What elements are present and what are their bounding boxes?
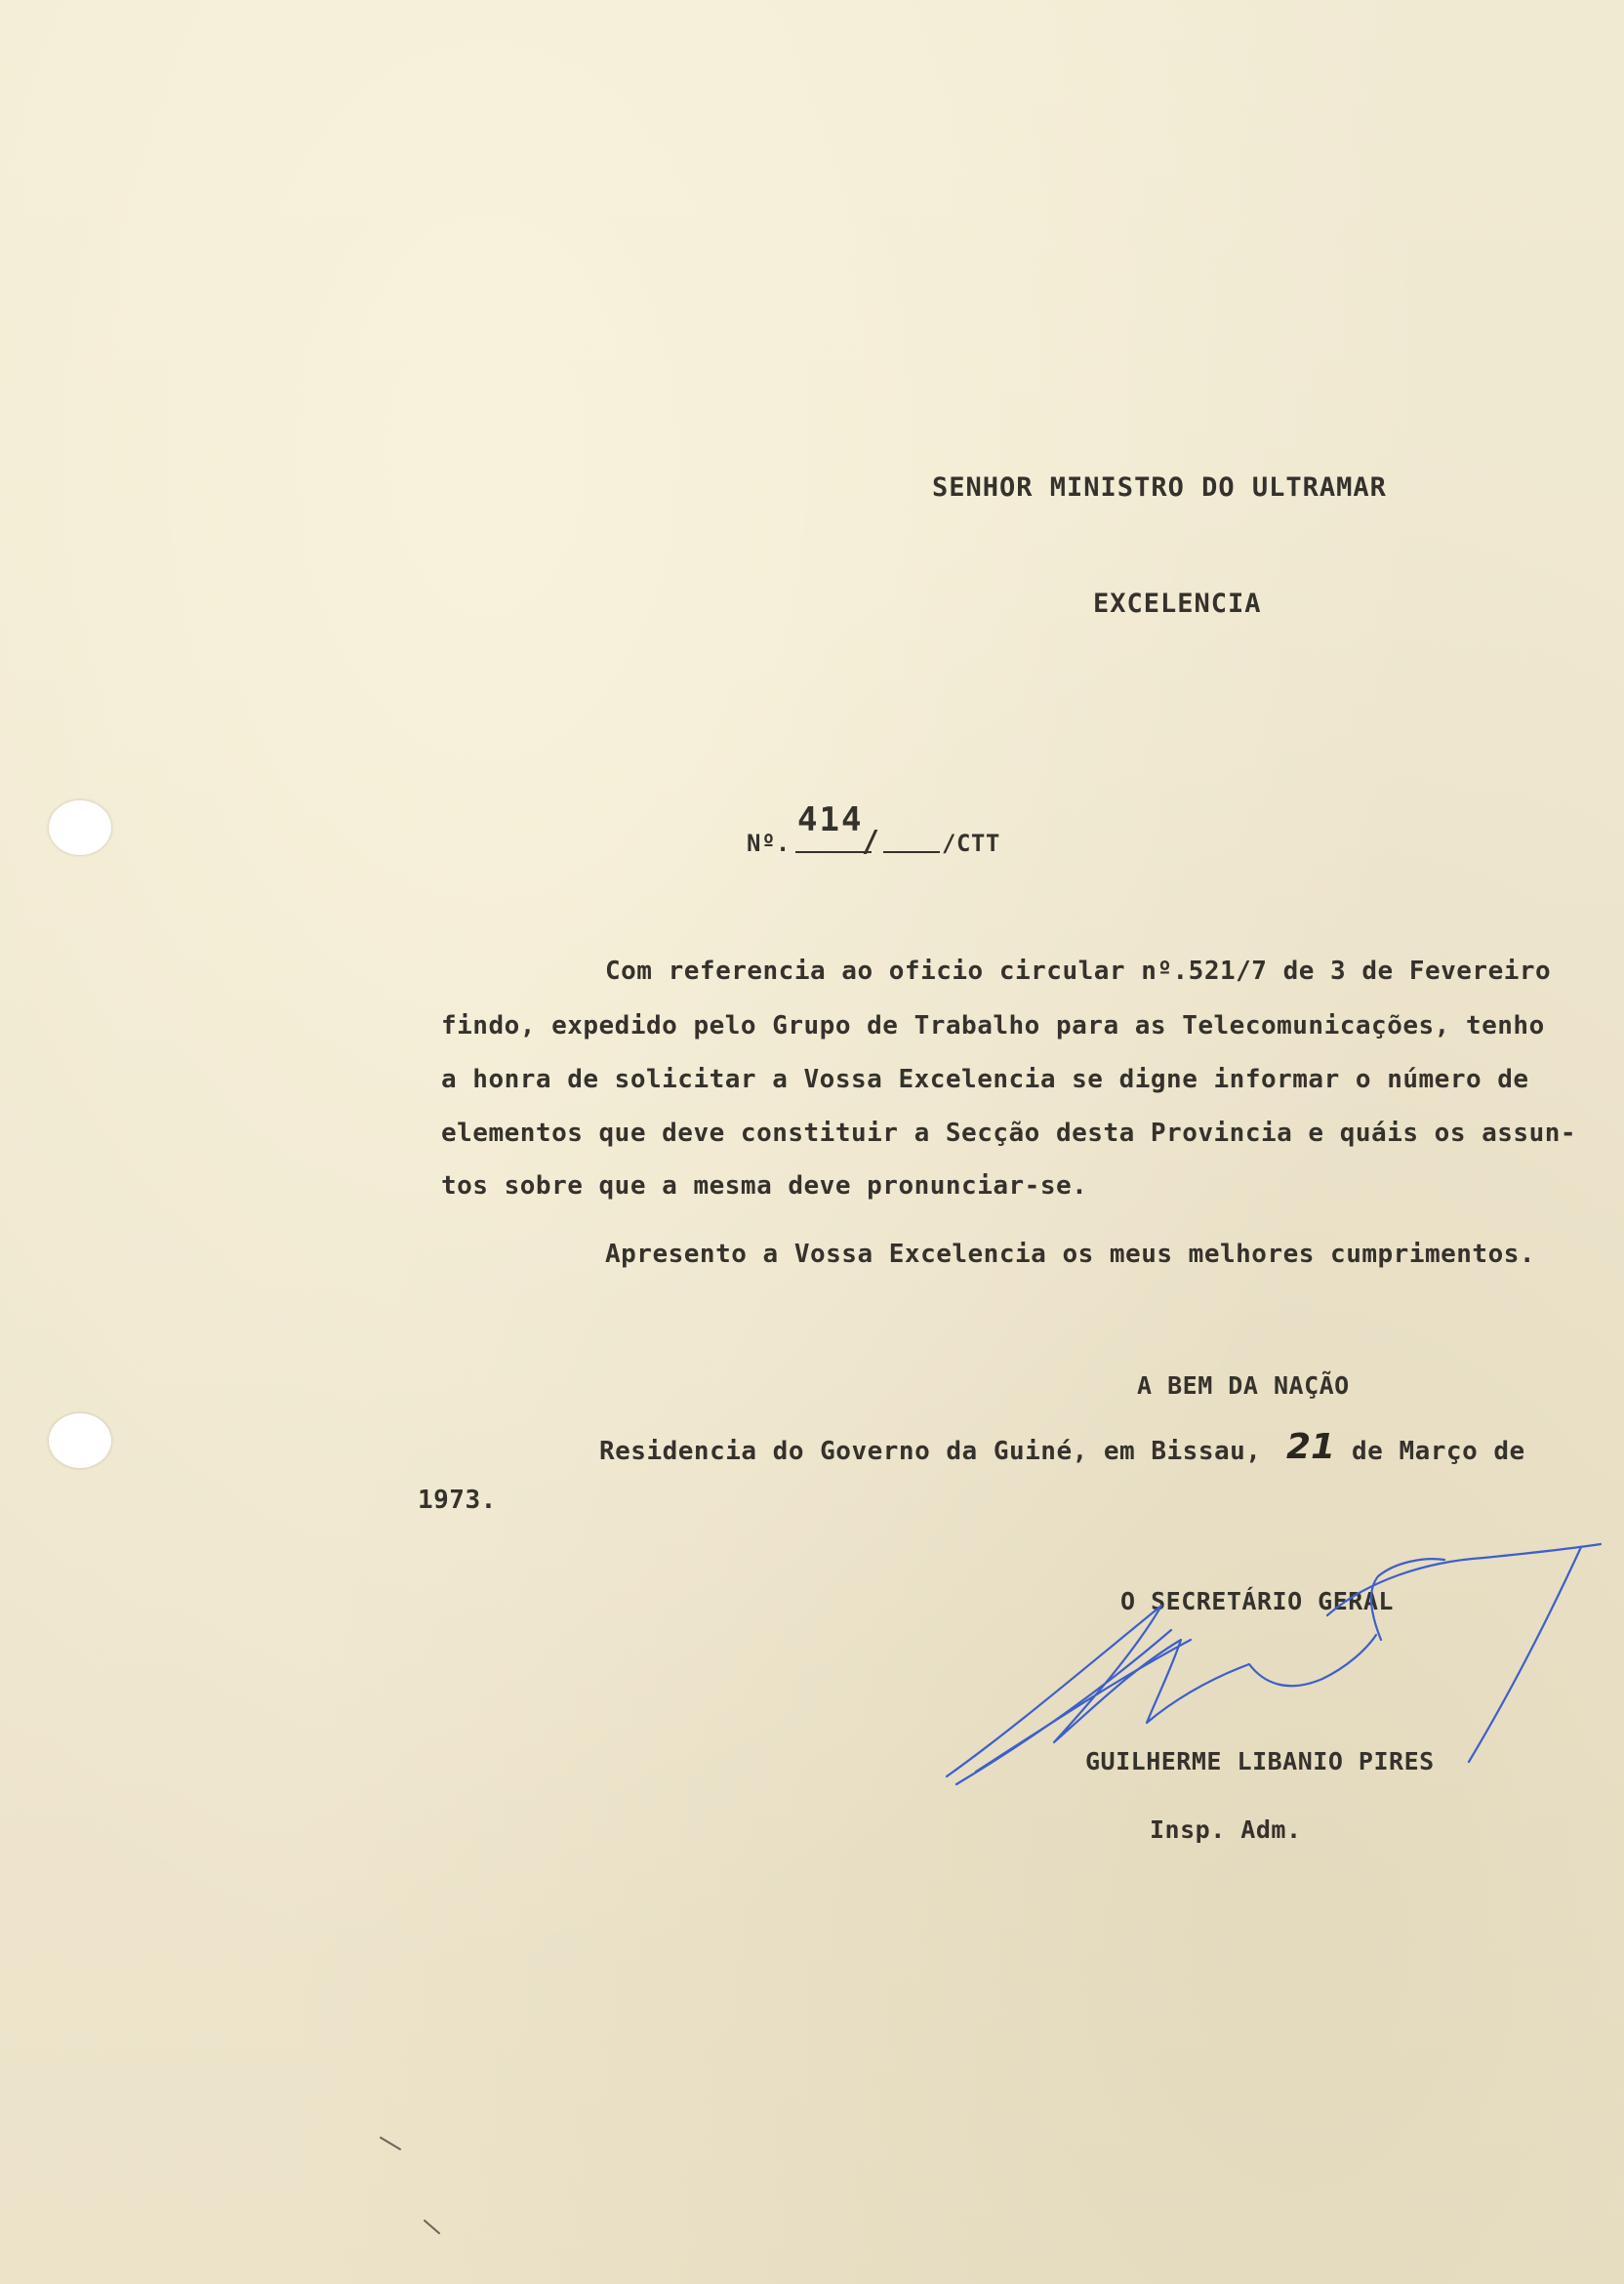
reference-slash: / (862, 825, 880, 859)
body-line: tos sobre que a mesma deve pronunciar-se. (441, 1171, 1088, 1201)
signatory-rank: Insp. Adm. (1150, 1815, 1302, 1844)
punch-hole-bottom (49, 1413, 111, 1468)
reference-underline (883, 851, 940, 853)
body-line: elementos que deve constituir a Secção desta Provincia e quáis os assun- (441, 1119, 1577, 1148)
place-date-text: Residencia do Governo da Guiné, em Bissau, (599, 1437, 1262, 1466)
date-month-text: de Março de (1352, 1437, 1525, 1466)
reference-number-value: 414 (797, 800, 864, 839)
salutation: EXCELENCIA (1093, 589, 1262, 619)
handwritten-day: 21 (1286, 1427, 1336, 1467)
closing-line: Apresento a Vossa Excelencia os meus melhores cumprimentos. (605, 1240, 1536, 1269)
motto: A BEM DA NAÇÃO (1137, 1371, 1350, 1400)
date-year: 1973. (418, 1486, 497, 1515)
punch-hole-top (49, 800, 111, 855)
reference-number (747, 800, 1039, 859)
body-line: findo, expedido pelo Grupo de Trabalho para as Telecomunicações, tenho (441, 1011, 1545, 1040)
addressee: SENHOR MINISTRO DO ULTRAMAR (932, 472, 1387, 503)
reference-prefix: Nº. (747, 830, 791, 857)
reference-suffix: /CTT (942, 830, 1000, 857)
body-line: a honra de solicitar a Vossa Excelencia se digne informar o número de (441, 1065, 1529, 1094)
paper-speck (371, 2128, 468, 2245)
reference-underline (795, 851, 872, 853)
signatory-title: O SECRETÁRIO GERAL (1120, 1587, 1394, 1615)
body-line: Com referencia ao oficio circular nº.521/7 de 3 de Fevereiro (605, 957, 1552, 986)
signatory-name: GUILHERME LIBANIO PIRES (1085, 1747, 1435, 1775)
